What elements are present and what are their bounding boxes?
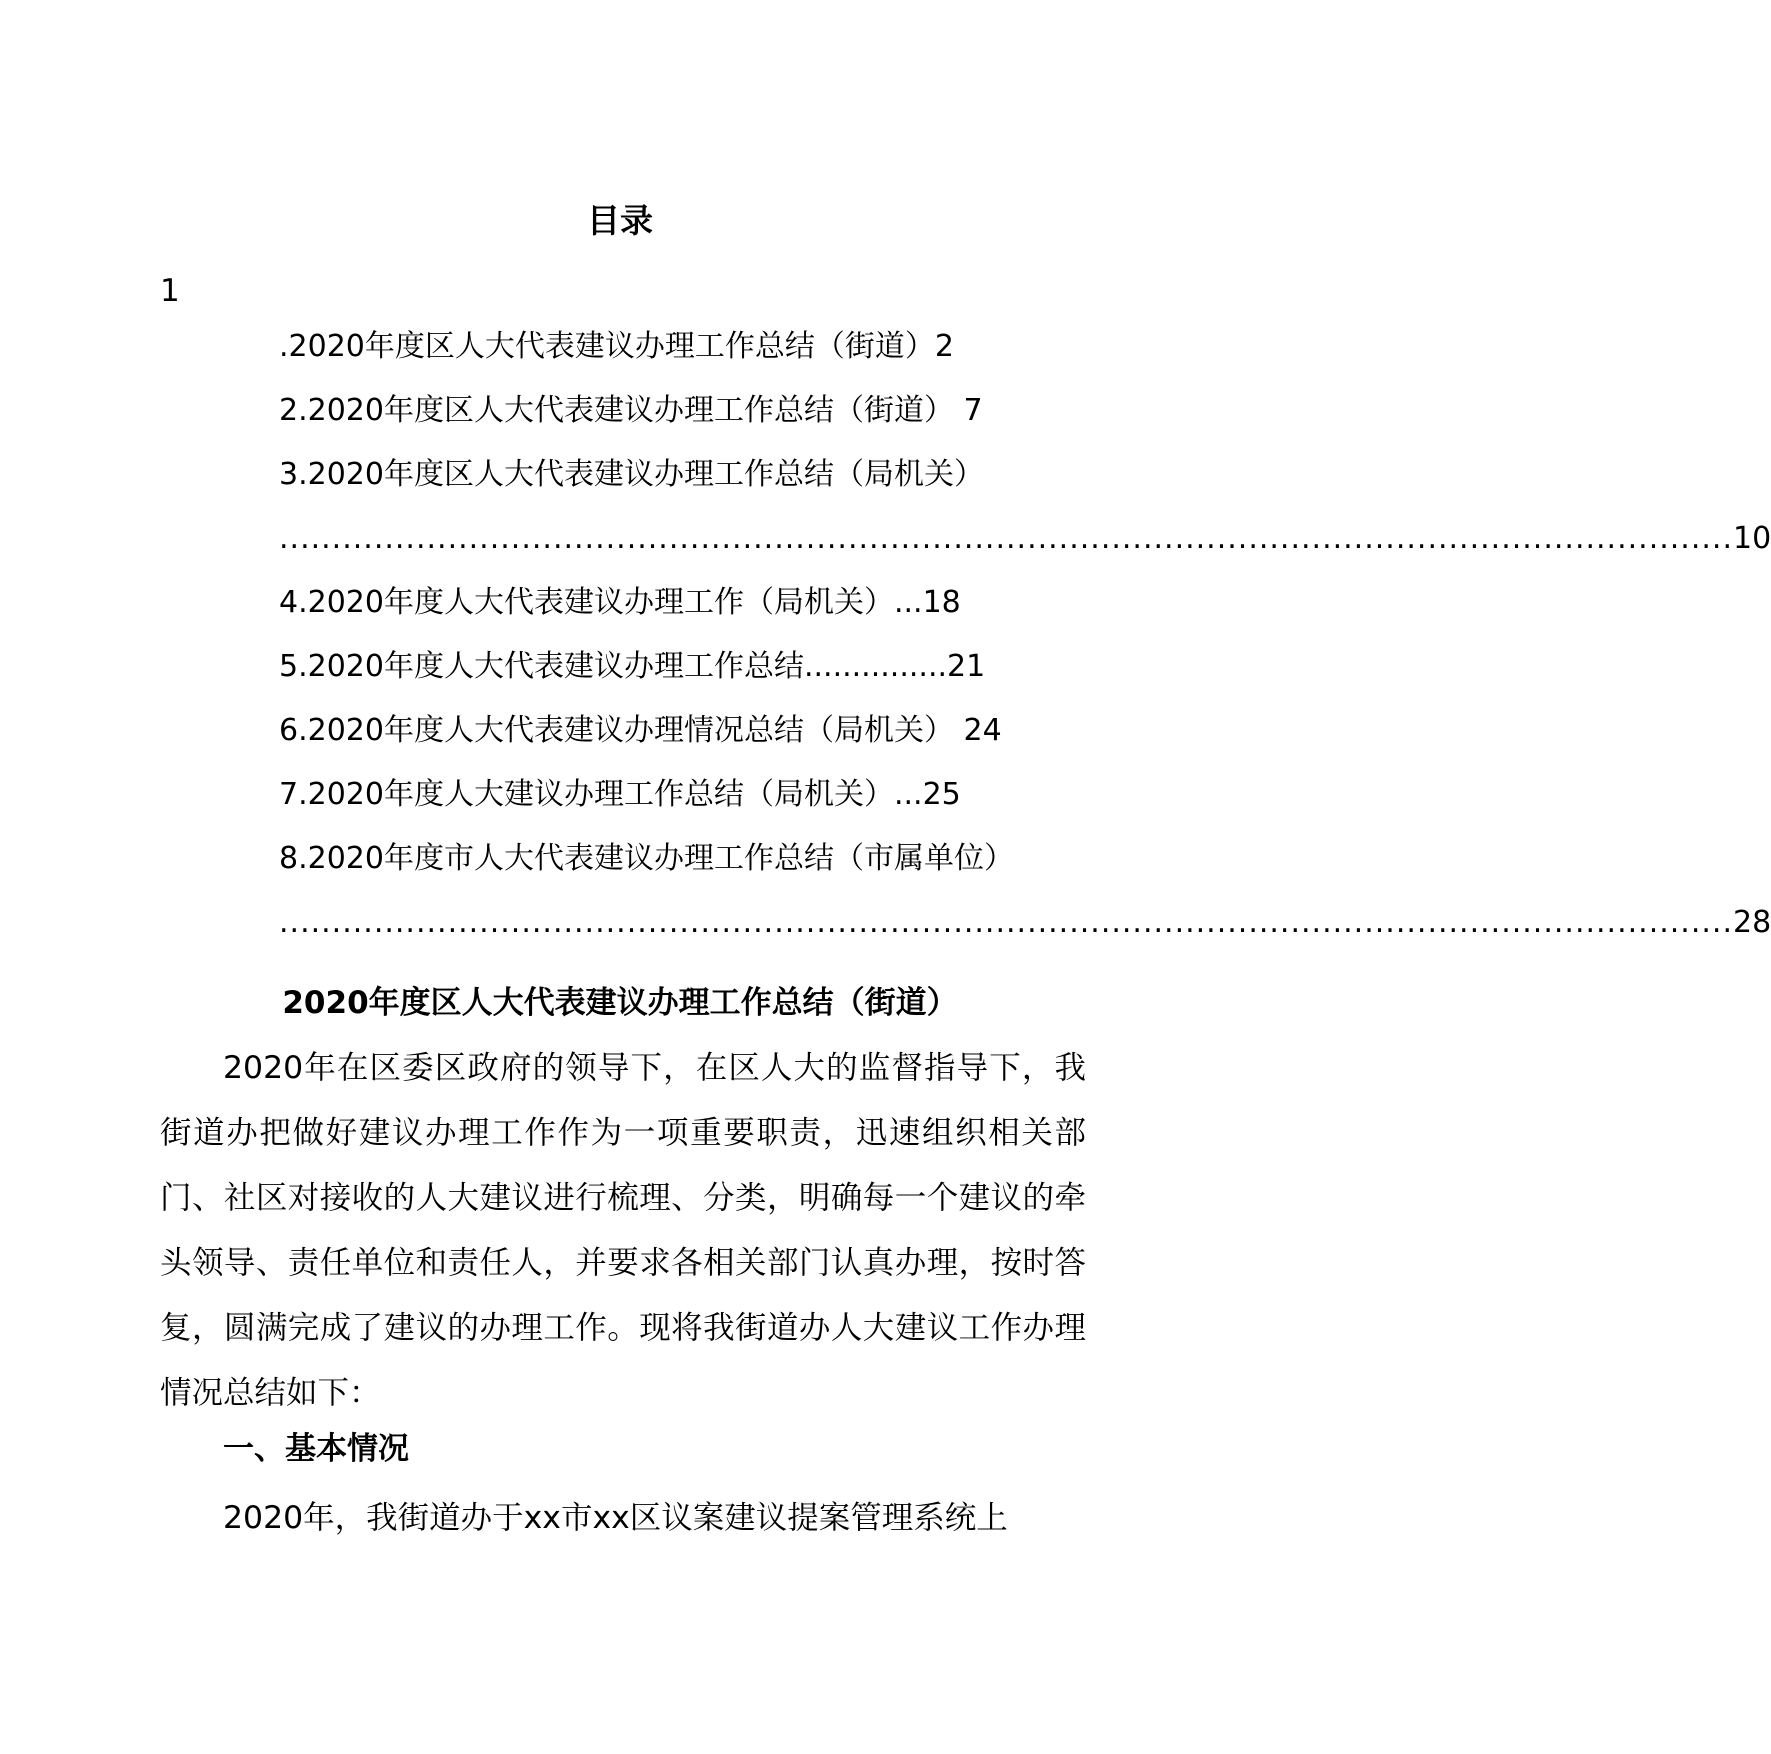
- toc-entry-leader[interactable]: [279, 898, 1771, 948]
- body-paragraph: 2020年在区委区政府的领导下，在区人大的监督指导下，我街道办把做好建议办理工作作为一项重要职责，迅速组织相关部门、社区对接收的人大建议进行梳理、分类，明确每一个建议的牵头领导、责任单位和责任人，并要求各相关部门认真办理，按时答复，圆满完成了建议的办理工作。现将我街道办人大建议工作办理情况总结如下：: [160, 1050, 1086, 1411]
- toc-entry[interactable]: 6.2020年度人大代表建议办理情况总结（局机关） 24: [279, 713, 1002, 748]
- toc-entry[interactable]: 3.2020年度区人大代表建议办理工作总结（局机关）: [279, 457, 984, 492]
- toc-page-number: 10: [1733, 521, 1771, 556]
- section-heading: 一、基本情况: [223, 1431, 409, 1467]
- toc-dot-leader: ..........................................................................................................................................: [279, 905, 1733, 940]
- document-heading: 2020年度区人大代表建议办理工作总结（街道）: [282, 985, 958, 1021]
- toc-page-number: 28: [1733, 905, 1771, 940]
- body-paragraph: 2020年，我街道办于xx市xx区议案建议提案管理系统上: [223, 1500, 1008, 1536]
- toc-entry[interactable]: 2.2020年度区人大代表建议办理工作总结（街道） 7: [279, 393, 983, 428]
- toc-entry-leader[interactable]: [279, 514, 1771, 564]
- toc-entry[interactable]: 8.2020年度市人大代表建议办理工作总结（市属单位）: [279, 841, 1014, 876]
- toc-entry[interactable]: 7.2020年度人大建议办理工作总结（局机关）...25: [279, 777, 961, 812]
- toc-number: 1: [160, 273, 180, 309]
- toc-dot-leader: ..........................................................................................................................................: [279, 521, 1733, 556]
- toc-entry[interactable]: 4.2020年度人大代表建议办理工作（局机关）...18: [279, 585, 961, 620]
- toc-title: 目录: [587, 201, 653, 240]
- toc-entry[interactable]: .2020年度区人大代表建议办理工作总结（街道）2: [279, 329, 954, 364]
- toc-entry[interactable]: 5.2020年度人大代表建议办理工作总结...............21: [279, 649, 986, 684]
